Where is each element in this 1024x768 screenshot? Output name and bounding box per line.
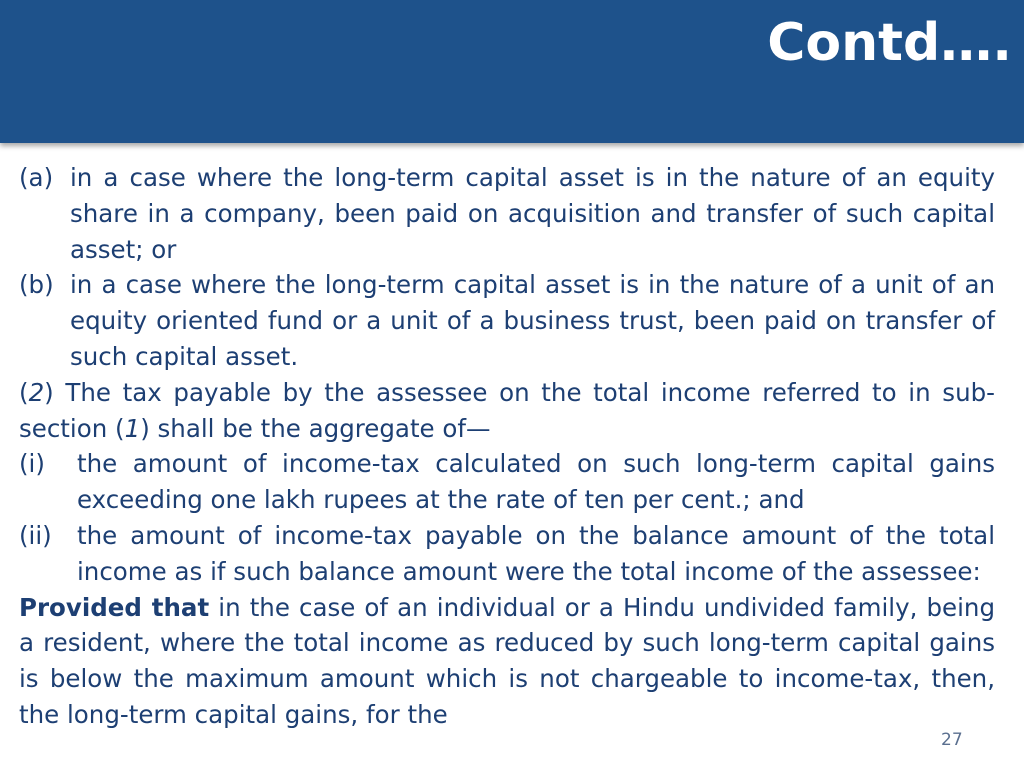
proviso-text: in the case of an individual or a Hindu undivided family, being a resident, where the total income as reduced by such long-term capital gains is below the maximum amount which is not chargeable to income-tax, then, the long-term capital gains, for the: [19, 592, 995, 729]
sub-section-2: [19, 375, 995, 447]
clause-ii-text: the amount of income-tax payable on the balance amount of the total income as if such balance amount were the total income of the assessee:: [77, 520, 995, 586]
clause-i-text: the amount of income-tax calculated on such long-term capital gains exceeding one lakh rupees at the rate of ten per cent.; and: [77, 449, 995, 515]
clause-i: [19, 446, 995, 518]
clause-i-label: (i): [19, 449, 45, 479]
clause-b: [19, 267, 995, 374]
title-banner: [0, 0, 1024, 143]
clause-a-label: (a): [19, 163, 54, 192]
clause-b-label: (b): [19, 270, 54, 300]
sub-section-2-text: ) The tax payable by the assessee on the total income referred to in sub-section (: [19, 377, 995, 443]
sub-section-2-number: 2: [28, 377, 45, 407]
clause-a: [19, 160, 995, 267]
clause-b-text: in a case where the long-term capital asset is in the nature of a unit of an equity oriented fund or a unit of a business trust, been paid on transfer of such capital asset.: [70, 270, 995, 371]
slide-body: [19, 160, 995, 733]
proviso-lead: Provided that: [19, 592, 210, 622]
sub-section-2-tail: ) shall be the aggregate of—: [140, 413, 491, 443]
slide-title: Contd….: [767, 13, 1012, 73]
sub-section-2-open: (: [19, 377, 29, 407]
sub-section-1-ref: 1: [124, 413, 141, 443]
clause-ii: [19, 518, 995, 590]
clause-ii-label: (ii): [19, 520, 52, 550]
proviso: [19, 590, 995, 733]
page-number: 27: [941, 730, 963, 750]
clause-a-text: in a case where the long-term capital asset is in the nature of an equity share in a company, been paid on acquisition and transfer of such capital asset; or: [70, 163, 995, 264]
